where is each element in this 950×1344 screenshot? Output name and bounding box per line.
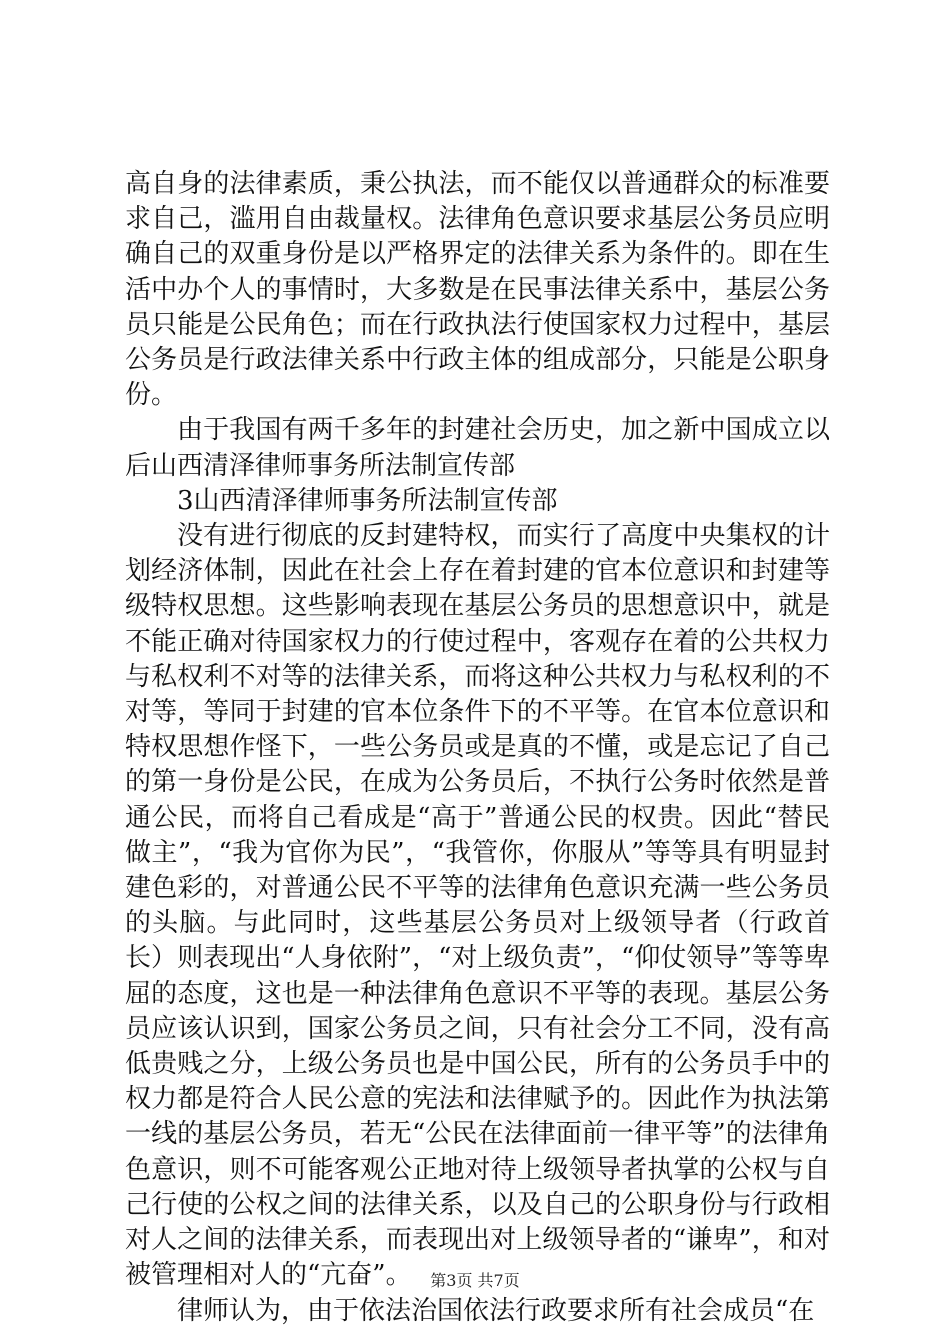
paragraph-feudal-privilege: 没有进行彻底的反封建特权，而实行了高度中央集权的计划经济体制，因此在社会上存在着封建的官本位意识和封建等级特权思想。这些影响表现在基层公务员的思想意识中，就是不能正确对待国家权力的行使过程中，客观存在着的公共权力与私权利不对等的法律关系，而将这种公共权力与私权利的不对等，等同于封建的官本位条件下的不平等。在官本位意识和特权思想作怪下，一些公务员或是真的不懂，或是忘记了自己的第一身份是公民，在成为公务员后，不执行公务时依然是普通公民，而将自己看成是“高于”普通公民的权贵。因此“替民做主”，“我为官你为民”，“我管你，你服从”等等具有明显封建色彩的，对普通公民不平等的法律角色意识充满一些公务员的头脑。与此同时，这些基层公务员对上级领导者（行政首长）则表现出“人身依附”，“对上级负责”，“仰仗领导”等等卑屈的态度，这也是一种法律角色意识不平等的表现。基层公务员应该认识到，国家公务员之间，只有社会分工不同，没有高低贵贱之分，上级公务员也是中国公民，所有的公务员手中的权力都是符合人民公意的宪法和法律赋予的。因此作为执法第一线的基层公务员，若无“公民在法律面前一律平等”的法律角色意识，则不可能客观公正地对待上级领导者执掌的公权与自己行使的公权之间的法律关系，以及自己的公职身份与行政相对人之间的法律关系，而表现出对上级领导者的“谦卑”，和对被管理相对人的“亢奋”。 [125, 521, 830, 1291]
page-footer: 第3页 共7页 [430, 1271, 520, 1290]
paragraph-history: 由于我国有两千多年的封建社会历史，加之新中国成立以后山西清泽律师事务所法制宣传部 [125, 415, 830, 481]
paragraph-continuation: 高自身的法律素质，秉公执法，而不能仅以普通群众的标准要求自己，滥用自由裁量权。法律角色意识要求基层公务员应明确自己的双重身份是以严格界定的法律关系为条件的。即在生活中办个人的事情时，大多数是在民事法律关系中，基层公务员只能是公民角色；而在行政执法行使国家权力过程中，基层公务员是行政法律关系中行政主体的组成部分，只能是公职身份。 [125, 169, 830, 411]
body-text [125, 167, 830, 1329]
section-header-line: 3山西清泽律师事务所法制宣传部 [177, 485, 558, 516]
paragraph-lawyer-opinion: 律师认为，由于依法治国依法行政要求所有社会成员“在 [177, 1295, 815, 1326]
